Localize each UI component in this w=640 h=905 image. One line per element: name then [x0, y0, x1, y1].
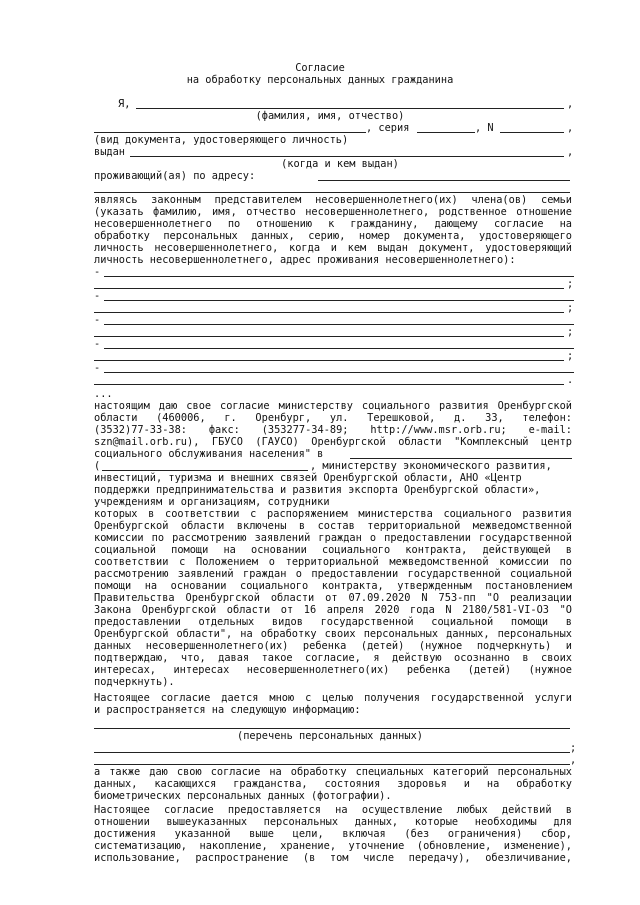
minor-entry-field[interactable] — [94, 288, 564, 289]
series-field[interactable] — [417, 132, 475, 133]
commission-line: социальной помощи на основании социального контракта, действующей в — [94, 544, 572, 556]
minor-entry-field[interactable] — [104, 300, 574, 301]
personal-data-list-field[interactable] — [94, 764, 570, 765]
list-caption: (перечень персональных данных) — [237, 730, 423, 742]
doc-type-field[interactable] — [94, 132, 366, 133]
commission-line: которых в соответствии с распоряжением министерства социального развития — [94, 508, 572, 520]
special-line: а также даю свою согласие на обработку специальных категорий персональных — [94, 766, 572, 778]
center-line-label: социального обслуживания населения" в — [94, 448, 324, 460]
special-last: биометрических персональных данных (фотографии). — [94, 790, 392, 802]
purpose-line: и распространяется на следующую информацию: — [94, 704, 361, 716]
entry-dash: - — [94, 314, 101, 326]
document-subtitle: на обработку персональных данных гражданина — [186, 74, 454, 86]
consent-line-2: учреждениям и организациям, сотрудники — [94, 496, 330, 508]
commission-line: подтверждаю, что, давая такое согласие, я действую осознанно в своих — [94, 652, 572, 664]
entry-dash: - — [94, 362, 101, 374]
minor-entry-field[interactable] — [94, 360, 564, 361]
consent-line-2: инвестиций, туризма и внешних связей Оренбургской области, АНО «Центр — [94, 472, 522, 484]
consent-line: (3532)77-33-38: факс: (353277-34-89; http://www.msr.orb.ru; e-mail: — [94, 424, 572, 436]
actions-line: отношении вышеуказанных персональных данных, которые необходимы для — [94, 816, 572, 828]
center-name-field[interactable] — [350, 458, 572, 459]
commission-line: данных несовершеннолетнего(их) ребенка (детей) (нужное подчеркнуть) и — [94, 640, 572, 652]
commission-line: Оренбургской области", на обработку своих персональных данных, персональных — [94, 628, 572, 640]
entry-dash: - — [94, 266, 101, 278]
minor-entry-field[interactable] — [104, 276, 574, 277]
consent-document: Согласие на обработку персональных данных гражданина Я, , (фамилия, имя, отчество) , серия , N , (вид документа, удостоверяющего личность) выдан , (когда и кем выдан) проживающий(ая) по адресу: являясь законным представителем несовершеннолетнего(их) члена(ов) семьи (указать фамилию, имя, отчество несовершеннолетнего, родственное отношение несовершеннолетнего по отношению к гражданину, дающему согласие на обработку персональных данных, серию, номер документа, удостоверяющего личность несовершеннолетнего, когда и кем выдан документ, удостоверяющий личность несовершеннолетнего, адрес проживания несовершеннолетнего): - ; - ; - ; - ; - . ... настоящим даю свое согласие министерству социального развития Оренбургской области (460006, г. Оренбург, ул. Терешковой, д. 33, телефон: (3532)77-33-38: факс: (353277-34-89; http://www.msr.orb.ru; e-mail: szn@mail.orb.ru), ГБУСО (ГАУСО) Оренбургской области "Комплексный центр социального обслуживания населения" в ( , министерству экономического развития, инвестиций, туризма и внешних связей Оренбургской области, АНО «Центр поддержки предпринимательства и развития экспорта Оренбургской области», учреждениям и организациям, сотрудники которых в соответствии с распоряжением министерства социального развития Оренбургской области включены в состав территориальной межведомственной комиссии по рассмотрению заявлений граждан о предоставлении государственной социальной помощи на основании социального контракта, действующей в соответствии с Положением о территориальной межведомственной комиссии по рассмотрению заявлений граждан о предоставлении государственной социальной помощи на основании социального контракта, утвержденным постановлением Правительства Оренбургской области от 07.09.2020 N 753-пп "О реализации Закона Оренбургской области от 16 апреля 2020 года N 2180/581-VI-ОЗ "О предоставлении отдельных видов государственной социальной помощи в Оренбургской области", на обработку своих персональных данных, персональных данных несовершеннолетнего(их) ребенка (детей) (нужное подчеркнуть) и подтверждаю, что, давая такое согласие, я действую осознанно в своих интересах, интересах несовершеннолетнего(их) ребенка (детей) (нужное подчеркнуть). Настоящее согласие дается мною с целью получения государственной услуги и распространяется на следующую информацию: (перечень персональных данных) ; , а также даю свою согласие на обработку специальных категорий персональных данных, касающихся гражданства, состояния здоровья и на обработку биометрических персональных данных (фотографии). Настоящее согласие предоставляется на осуществление любых действий в отношении вышеуказанных персональных данных, которые необходимы для достижения указанной выше цели, включая (без ограничения) сбор, систематизацию, накопление, хранение, уточнение (обновление, изменение), использование, распространение (в том числе передачу), обезличивание, — [0, 0, 640, 905]
actions-line: достижения указанной выше цели, включая (без ограничения) сбор, — [94, 828, 572, 840]
series-label: , серия — [366, 122, 410, 134]
issued-field[interactable] — [130, 156, 564, 157]
minor-entry-field[interactable] — [104, 348, 574, 349]
rep-line: личность несовершеннолетнего, адрес проживания несовершеннолетнего): — [94, 254, 516, 266]
actions-line: систематизацию, накопление, хранение, уточнение (обновление, изменение), — [94, 840, 572, 852]
consent-line: szn@mail.orb.ru), ГБУСО (ГАУСО) Оренбургской области "Комплексный центр — [94, 436, 572, 448]
number-field[interactable] — [500, 132, 564, 133]
minor-entry-field[interactable] — [94, 312, 564, 313]
actions-line: использование, распространение (в том числе передачу), обезличивание, — [94, 852, 572, 864]
commission-line: интересах, интересах несовершеннолетнего(их) ребенка (детей) (нужное — [94, 664, 572, 676]
commission-line: Оренбургской области включены в состав территориальной межведомственной — [94, 520, 572, 532]
consent-line: настоящим даю свое согласие министерству социального развития Оренбургской — [94, 400, 572, 412]
special-line: данных, касающихся гражданства, состояния здоровья и на обработку — [94, 778, 572, 790]
commission-line: помощи на основании социального контракта, утвержденным постановлением — [94, 580, 572, 592]
issued-caption: (когда и кем выдан) — [281, 158, 399, 170]
fio-field[interactable] — [136, 108, 564, 109]
entry-dash: - — [94, 338, 101, 350]
commission-line: соответствии с Положением о территориальной межведомственной комиссии по — [94, 556, 572, 568]
rep-line: обработку персональных данных, серию, номер документа, удостоверяющего — [94, 230, 572, 242]
rep-line: личность несовершеннолетнего, когда и кем выдан документ, удостоверяющий — [94, 242, 572, 254]
issued-label: выдан — [94, 146, 125, 158]
rep-line: являясь законным представителем несовершеннолетнего(их) члена(ов) семьи — [94, 194, 572, 206]
fio-caption: (фамилия, имя, отчество) — [255, 110, 405, 122]
consent-line: области (460006, г. Оренбург, ул. Терешковой, д. 33, телефон: — [94, 412, 572, 424]
address-field-2[interactable] — [94, 192, 570, 193]
commission-line: комиссии по рассмотрению заявлений граждан о предоставлении государственной — [94, 532, 572, 544]
center-address-field[interactable] — [102, 470, 308, 471]
minor-entry-field[interactable] — [104, 324, 574, 325]
commission-line: рассмотрению заявлений граждан о предоставлении государственной социальной — [94, 568, 572, 580]
i-label: Я, — [118, 98, 131, 110]
address-field[interactable] — [318, 180, 570, 181]
personal-data-list-field[interactable] — [94, 728, 570, 729]
ellipsis: ... — [94, 388, 113, 400]
ministry-line-tail: , министерству экономического развития, — [310, 460, 552, 472]
address-label: проживающий(ая) по адресу: — [94, 170, 256, 182]
minor-entry-field[interactable] — [94, 384, 564, 385]
personal-data-list-field[interactable] — [94, 752, 570, 753]
commission-last: подчеркнуть). — [94, 676, 175, 688]
purpose-line: Настоящее согласие дается мною с целью получения государственной услуги — [94, 692, 572, 704]
rep-line: несовершеннолетнего по отношению к гражданину, дающему согласие на — [94, 218, 572, 230]
actions-line: Настоящее согласие предоставляется на осуществление любых действий в — [94, 804, 572, 816]
commission-line: предоставлении отдельных видов государственной социальной помощи в — [94, 616, 572, 628]
entry-dash: - — [94, 290, 101, 302]
document-title: Согласие — [295, 62, 345, 74]
commission-line: Правительства Оренбургской области от 07.09.2020 N 753-пп "О реализации — [94, 592, 572, 604]
commission-line: Закона Оренбургской области от 16 апреля 2020 года N 2180/581-VI-ОЗ "О — [94, 604, 572, 616]
consent-line-2: поддержки предпринимательства и развития экспорта Оренбургской области», — [94, 484, 541, 496]
number-label: , N — [475, 122, 494, 134]
minor-entry-field[interactable] — [104, 372, 574, 373]
doc-caption: (вид документа, удостоверяющего личность) — [94, 134, 349, 146]
minor-entry-field[interactable] — [94, 336, 564, 337]
rep-line: (указать фамилию, имя, отчество несовершеннолетнего, родственное отношение — [94, 206, 572, 218]
